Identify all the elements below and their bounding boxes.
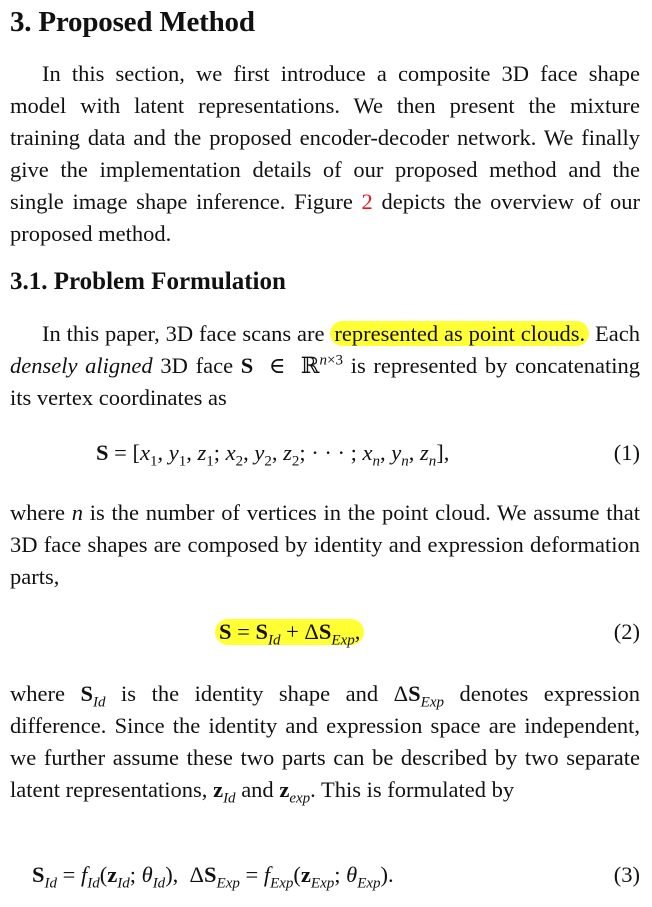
identity-expression-paragraph: where $S_{Id}$ is the identity shape and $\Delta S_{Exp}$ denotes expression difference. Since the identity and expression space are independent, we further assume these two parts can be described by two separate latent representations, $z_{Id}$ and $z_{exp}$. This is formulated by	[10, 681, 641, 807]
equation-3-number: (3)	[613, 862, 640, 887]
math-inline: $\Delta S_{Exp}$	[393, 681, 444, 711]
equation-3-body: $S_{Id} = f_{Id}(z_{Id}$; $\theta_{Id}$), $\Delta S_{Exp} = f_{Exp}(z_{Exp}$; $\theta_{Exp}$).	[32, 862, 394, 892]
equation-2-number: (2)	[613, 619, 640, 644]
math-inline: $S_{Id}$	[80, 681, 106, 711]
math-inline: $z_{exp}$	[279, 777, 311, 807]
intro-paragraph: In this section, we first introduce a composite 3D face shape model with latent representations. We then present the mixture training data and the proposed encoder-decoder network. We finally give the implementation details of our proposed method and the single image shape inference. Figure 2 depicts the overview of our proposed method.	[10, 61, 640, 246]
equation-2	[10, 619, 640, 653]
equation-1-number: (1)	[613, 440, 640, 465]
equation-2-body-highlighted: $S = S_{Id} + \Delta S_{Exp}$,	[215, 619, 364, 645]
figure-reference-link[interactable]: 2	[361, 189, 373, 214]
subsection-heading: 3.1. Problem Formulation	[10, 268, 286, 295]
math-inline: n	[71, 500, 83, 525]
vertices-paragraph: where n is the number of vertices in the point cloud. We assume that 3D face shapes are composed by identity and expression deformation parts,	[10, 500, 640, 589]
equation-3	[10, 862, 640, 896]
math-inline: S ∈ ℝ$^{n\times 3}$	[240, 352, 343, 378]
section-heading: 3. Proposed Method	[10, 6, 255, 38]
math-inline: $z_{Id}$	[213, 777, 236, 807]
equation-1-body: $S = [x_1$, $y_1$, $z_1$; $x_2$, $y_2$, $z_2$; · · · ; $x_n$, $y_n$, $z_n$],	[96, 440, 450, 470]
equation-1	[10, 440, 640, 474]
problem-formulation-paragraph: In this paper, 3D face scans are represented as point clouds. Each densely aligned 3D face S ∈ ℝ$^{n\times 3}$ is represented by concatenating its vertex coordinates as	[10, 321, 641, 410]
highlighted-text: represented as point clouds.	[330, 321, 589, 346]
